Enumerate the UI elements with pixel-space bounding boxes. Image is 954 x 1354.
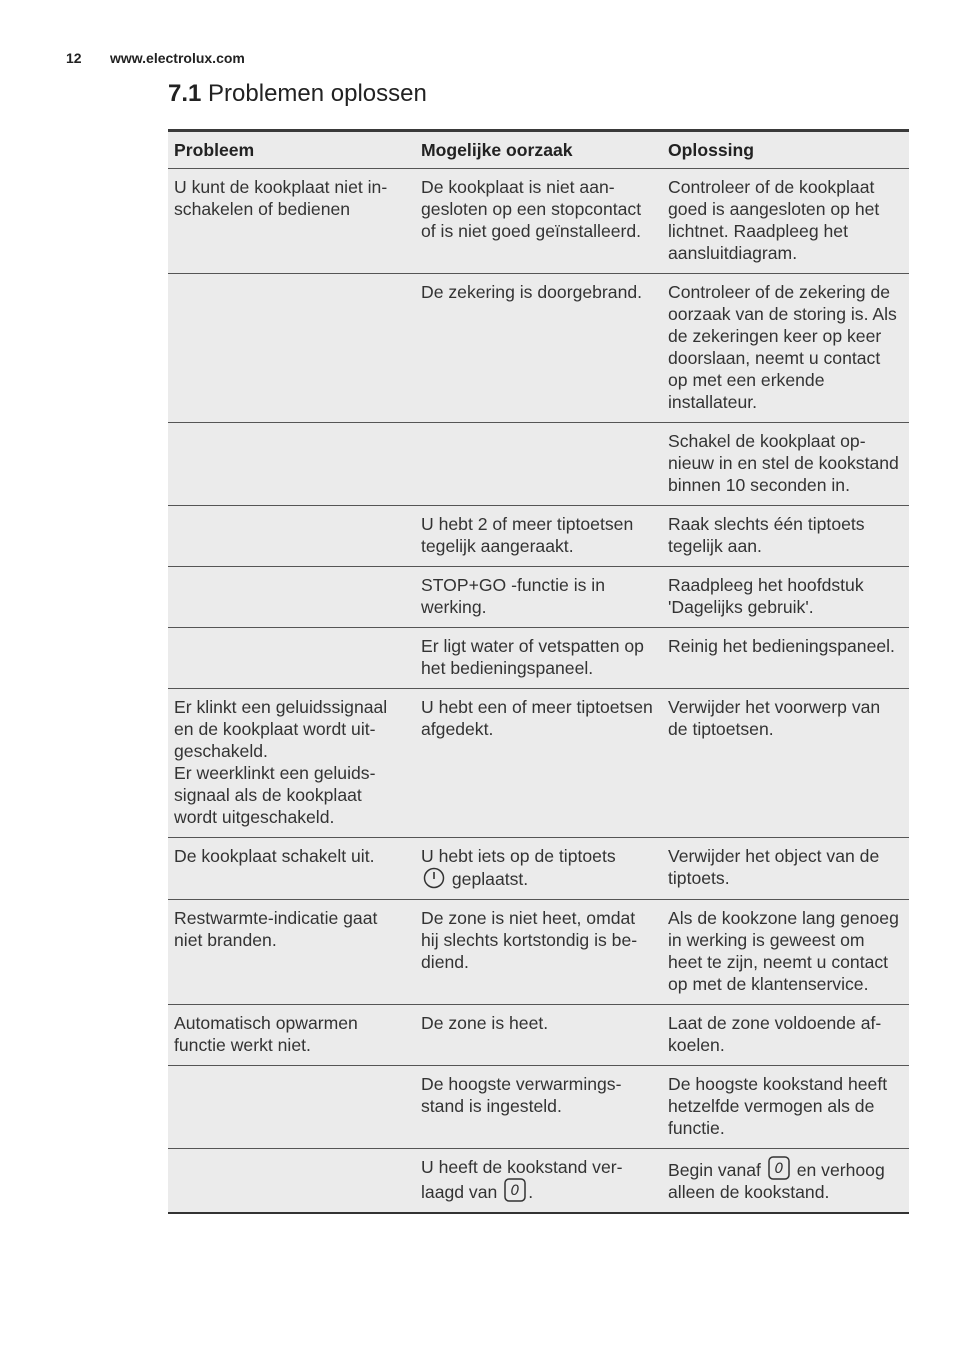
section-number: 7.1 xyxy=(168,80,202,107)
cause-text: U hebt iets op de tiptoets xyxy=(421,846,616,866)
cell-cause: De zone is niet heet, omdat hij slechts kortstondig is bediend. xyxy=(415,900,662,1005)
table-row xyxy=(168,274,909,423)
svg-text:0: 0 xyxy=(510,1183,520,1199)
cell-solution: De hoogste kookstand heeft hetzelfde vermogen als de functie. xyxy=(662,1066,909,1149)
cell-problem xyxy=(168,423,415,506)
cell-cause: De kookplaat is niet aangesloten op een stopcontact of is niet goed geïnstalleerd. xyxy=(415,169,662,274)
page-header xyxy=(66,50,245,66)
table-row xyxy=(168,169,909,274)
cell-problem xyxy=(168,567,415,628)
zero-display-icon xyxy=(504,1178,526,1202)
cell-cause: STOP+GO -functie is in werking. xyxy=(415,567,662,628)
cell-problem: Automatisch opwarmen functie werkt niet. xyxy=(168,1005,415,1066)
cell-problem xyxy=(168,689,415,838)
table-row xyxy=(168,1149,909,1214)
table-row xyxy=(168,628,909,689)
column-header-cause: Mogelijke oorzaak xyxy=(415,131,662,169)
cell-solution xyxy=(662,1149,909,1214)
cell-cause: De zone is heet. xyxy=(415,1005,662,1066)
table-row xyxy=(168,1066,909,1149)
table-header-row xyxy=(168,131,909,169)
page-number: 12 xyxy=(66,50,82,66)
cell-problem xyxy=(168,506,415,567)
problem-line: Er weerklinkt een geluidssignaal als de kookplaat wordt uitgeschakeld. xyxy=(174,763,376,827)
table-row xyxy=(168,689,909,838)
section-title xyxy=(168,80,427,108)
cell-solution: Raak slechts één tiptoets tegelijk aan. xyxy=(662,506,909,567)
troubleshooting-table xyxy=(168,129,909,1214)
cell-cause: De zekering is doorgebrand. xyxy=(415,274,662,423)
cell-problem: Restwarmte-indicatie gaat niet branden. xyxy=(168,900,415,1005)
cell-problem xyxy=(168,1066,415,1149)
cell-cause: U hebt 2 of meer tiptoetsen tegelijk aangeraakt. xyxy=(415,506,662,567)
cell-cause xyxy=(415,423,662,506)
cause-text: U heeft de kookstand verlaagd van xyxy=(421,1157,623,1202)
cause-text: geplaatst. xyxy=(451,869,529,889)
svg-text:0: 0 xyxy=(774,1161,784,1177)
solution-text: Begin vanaf xyxy=(668,1160,761,1180)
table-row xyxy=(168,838,909,900)
power-icon xyxy=(423,867,445,889)
cell-cause: De hoogste verwarmingsstand is ingesteld. xyxy=(415,1066,662,1149)
table-row xyxy=(168,1005,909,1066)
cell-solution: Reinig het bedieningspaneel. xyxy=(662,628,909,689)
zero-display-icon xyxy=(768,1156,790,1180)
cell-cause xyxy=(415,1149,662,1214)
cell-solution: Verwijder het voorwerp van de tiptoetsen. xyxy=(662,689,909,838)
cell-problem: U kunt de kookplaat niet inschakelen of bedienen xyxy=(168,169,415,274)
cell-cause: U hebt een of meer tiptoetsen afgedekt. xyxy=(415,689,662,838)
cell-solution: Verwijder het object van de tiptoets. xyxy=(662,838,909,900)
section-title-text: Problemen oplossen xyxy=(208,80,427,107)
cell-solution: Laat de zone voldoende afkoelen. xyxy=(662,1005,909,1066)
cell-solution: Schakel de kookplaat opnieuw in en stel de kookstand binnen 10 seconden in. xyxy=(662,423,909,506)
cell-problem xyxy=(168,1149,415,1214)
column-header-solution: Oplossing xyxy=(662,131,909,169)
cell-solution: Raadpleeg het hoofdstuk 'Dagelijks gebruik'. xyxy=(662,567,909,628)
cause-text: . xyxy=(528,1182,534,1202)
table-row xyxy=(168,900,909,1005)
cell-problem: De kookplaat schakelt uit. xyxy=(168,838,415,900)
problem-line: Er klinkt een geluidssignaal en de kookplaat wordt uitgeschakeld. xyxy=(174,697,388,761)
cell-problem xyxy=(168,628,415,689)
table-row xyxy=(168,567,909,628)
site-url[interactable]: www.electrolux.com xyxy=(110,50,245,66)
cell-cause: Er ligt water of vetspatten op het bedieningspaneel. xyxy=(415,628,662,689)
solution-text: en verhoog alleen de kookstand. xyxy=(668,1160,885,1202)
cell-cause xyxy=(415,838,662,900)
table-row xyxy=(168,506,909,567)
column-header-problem: Probleem xyxy=(168,131,415,169)
cell-solution: Als de kookzone lang genoeg in werking is geweest om heet te zijn, neemt u contact op met de klantenservice. xyxy=(662,900,909,1005)
cell-solution: Controleer of de zekering de oorzaak van de storing is. Als de zekeringen keer op keer doorslaan, neemt u contact op met een erkende installateur. xyxy=(662,274,909,423)
cell-problem xyxy=(168,274,415,423)
table-row xyxy=(168,423,909,506)
cell-solution: Controleer of de kookplaat goed is aangesloten op het lichtnet. Raadpleeg het aansluitdiagram. xyxy=(662,169,909,274)
